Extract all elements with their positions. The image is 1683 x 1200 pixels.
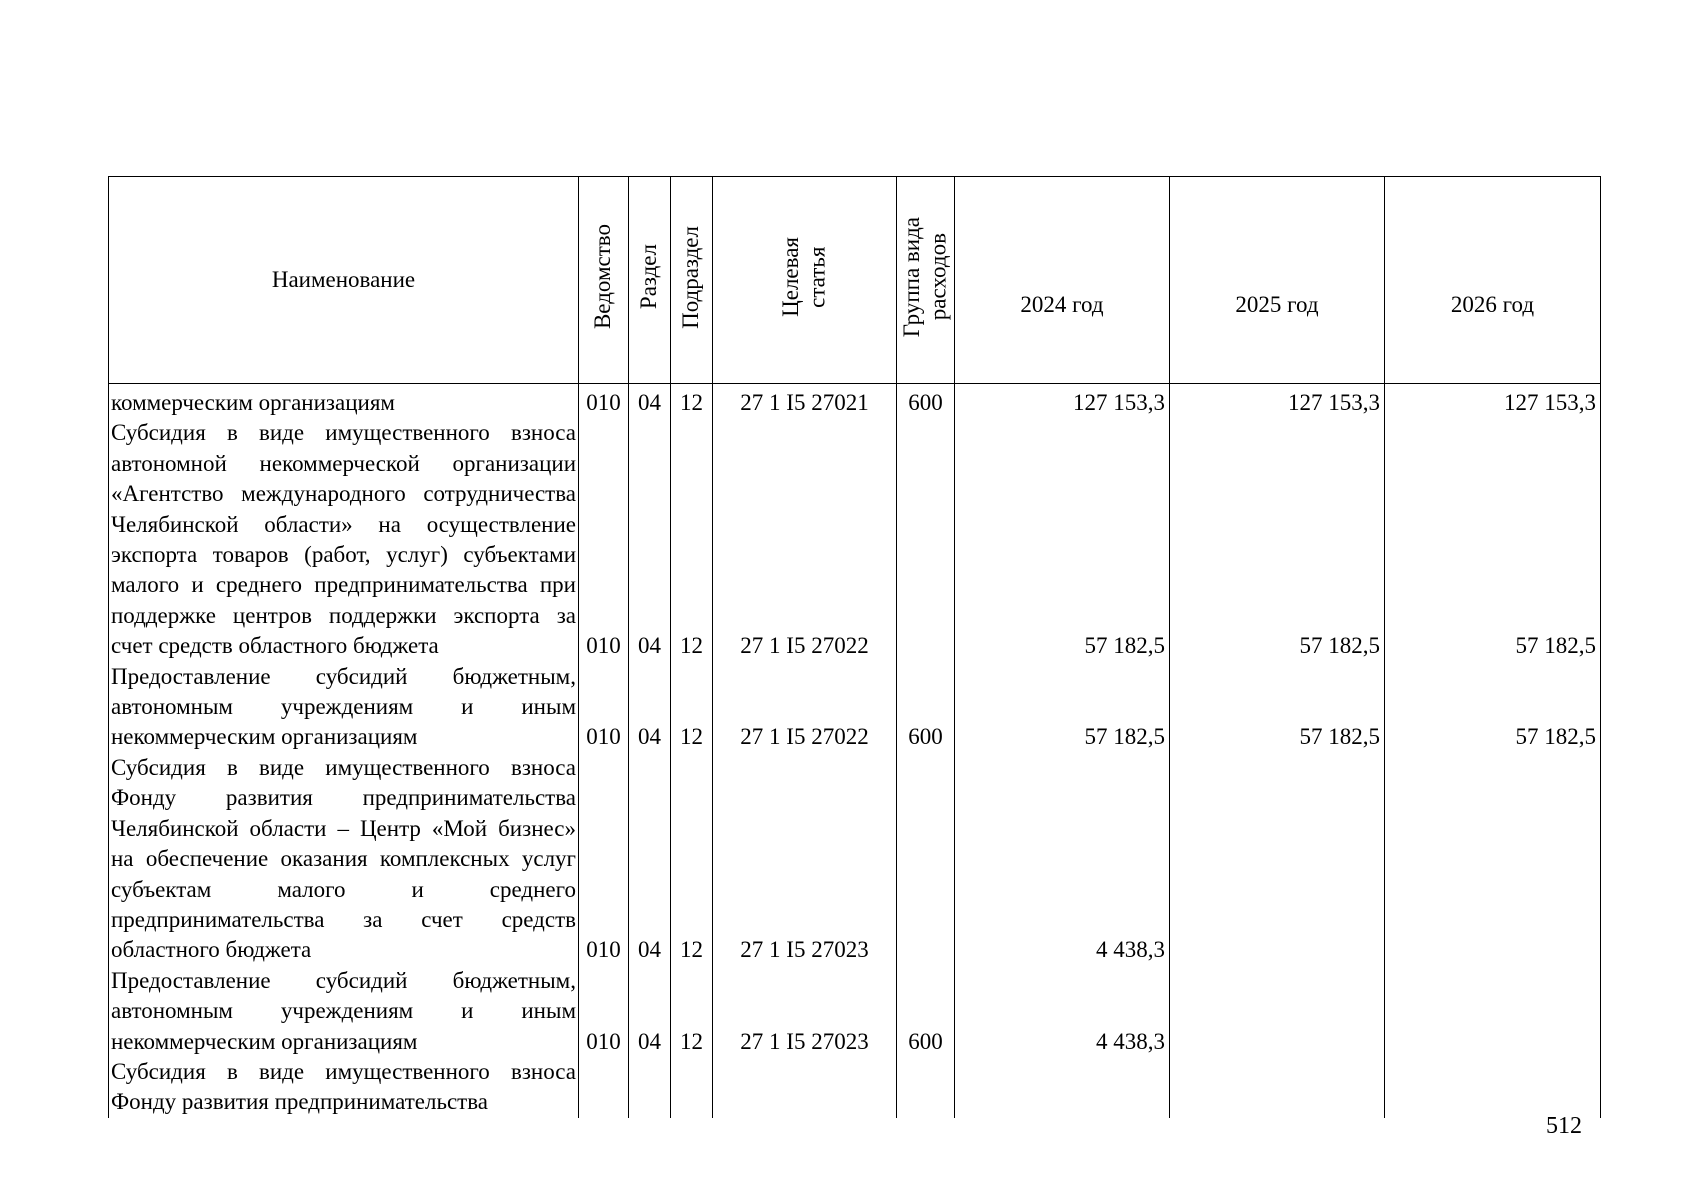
row-name: Субсидия в виде имущественного взноса Фонду развития предпринимательства Челябинской области – Центр «Мой бизнес» на обеспечение оказания комплексных услуг субъектам малого и среднего предпринимательства за счет средств областного бюджета bbox=[109, 753, 579, 966]
row-podrazdel: 12 bbox=[671, 753, 713, 966]
row-podrazdel bbox=[671, 1057, 713, 1118]
table-row bbox=[109, 662, 1601, 753]
row-2025 bbox=[1170, 1057, 1385, 1118]
table-row bbox=[109, 1057, 1601, 1118]
header-gruppa-label bbox=[899, 217, 952, 337]
row-name: Субсидия в виде имущественного взноса Фонду развития предпринимательства bbox=[109, 1057, 579, 1118]
row-celevaya: 27 1 I5 27022 bbox=[713, 418, 897, 661]
row-name: коммерческим организациям bbox=[109, 384, 579, 419]
header-podrazdel bbox=[671, 177, 713, 384]
header-gruppa-line2: расходов bbox=[925, 233, 951, 321]
header-name-label: Наименование bbox=[271, 267, 416, 292]
row-gruppa: 600 bbox=[897, 384, 955, 419]
row-razdel bbox=[629, 1057, 671, 1118]
row-2025: 57 182,5 bbox=[1170, 418, 1385, 661]
header-razdel bbox=[629, 177, 671, 384]
row-vedomstvo: 010 bbox=[579, 966, 629, 1057]
row-podrazdel: 12 bbox=[671, 662, 713, 753]
row-celevaya: 27 1 I5 27021 bbox=[713, 384, 897, 419]
header-gruppa-line1: Группа вида bbox=[899, 216, 925, 338]
row-vedomstvo: 010 bbox=[579, 418, 629, 661]
row-gruppa bbox=[897, 1057, 955, 1118]
row-2024: 4 438,3 bbox=[955, 753, 1170, 966]
table-row bbox=[109, 753, 1601, 966]
row-2024: 57 182,5 bbox=[955, 662, 1170, 753]
row-razdel: 04 bbox=[629, 662, 671, 753]
header-celevaya-line1: Целевая bbox=[778, 237, 804, 317]
table-header-row bbox=[109, 177, 1601, 384]
row-celevaya: 27 1 I5 27022 bbox=[713, 662, 897, 753]
row-2024: 57 182,5 bbox=[955, 418, 1170, 661]
row-podrazdel: 12 bbox=[671, 418, 713, 661]
budget-table bbox=[108, 176, 1601, 1118]
row-2025: 127 153,3 bbox=[1170, 384, 1385, 419]
row-celevaya bbox=[713, 1057, 897, 1118]
row-2026 bbox=[1385, 753, 1601, 966]
row-podrazdel: 12 bbox=[671, 384, 713, 419]
table-row bbox=[109, 384, 1601, 419]
header-razdel-label: Раздел bbox=[636, 244, 662, 310]
row-vedomstvo: 010 bbox=[579, 662, 629, 753]
row-celevaya: 27 1 I5 27023 bbox=[713, 966, 897, 1057]
row-gruppa bbox=[897, 418, 955, 661]
row-gruppa bbox=[897, 753, 955, 966]
row-gruppa: 600 bbox=[897, 662, 955, 753]
row-2026: 57 182,5 bbox=[1385, 418, 1601, 661]
row-2026 bbox=[1385, 1057, 1601, 1118]
row-razdel: 04 bbox=[629, 966, 671, 1057]
row-2025 bbox=[1170, 753, 1385, 966]
row-2024: 4 438,3 bbox=[955, 966, 1170, 1057]
row-celevaya: 27 1 I5 27023 bbox=[713, 753, 897, 966]
row-2026: 57 182,5 bbox=[1385, 662, 1601, 753]
header-2026 bbox=[1385, 177, 1601, 384]
row-vedomstvo: 010 bbox=[579, 753, 629, 966]
header-2025 bbox=[1170, 177, 1385, 384]
row-podrazdel: 12 bbox=[671, 966, 713, 1057]
header-2024-label: 2024 год bbox=[1020, 292, 1104, 317]
row-razdel: 04 bbox=[629, 384, 671, 419]
row-2026 bbox=[1385, 966, 1601, 1057]
row-name: Субсидия в виде имущественного взноса автономной некоммерческой организации «Агентство международного сотрудничества Челябинской области» на осуществление экспорта товаров (работ, услуг) субъектами малого и среднего предпринимательства при поддержке центров поддержки экспорта за счет средств областного бюджета bbox=[109, 418, 579, 661]
row-razdel: 04 bbox=[629, 418, 671, 661]
header-2025-label: 2025 год bbox=[1235, 292, 1319, 317]
row-razdel: 04 bbox=[629, 753, 671, 966]
header-vedomstvo bbox=[579, 177, 629, 384]
row-gruppa: 600 bbox=[897, 966, 955, 1057]
table-row bbox=[109, 418, 1601, 661]
row-vedomstvo bbox=[579, 1057, 629, 1118]
header-celevaya-label bbox=[778, 237, 831, 317]
header-2026-label: 2026 год bbox=[1450, 292, 1535, 317]
row-name: Предоставление субсидий бюджетным, автономным учреждениям и иным некоммерческим организациям bbox=[109, 662, 579, 753]
row-2025 bbox=[1170, 966, 1385, 1057]
header-podrazdel-label: Подраздел bbox=[678, 225, 704, 329]
header-gruppa bbox=[897, 177, 955, 384]
page-number: 512 bbox=[1546, 1113, 1582, 1139]
header-name bbox=[109, 177, 579, 384]
header-2024 bbox=[955, 177, 1170, 384]
row-2026: 127 153,3 bbox=[1385, 384, 1601, 419]
row-name: Предоставление субсидий бюджетным, автономным учреждениям и иным некоммерческим организациям bbox=[109, 966, 579, 1057]
row-2024 bbox=[955, 1057, 1170, 1118]
header-celevaya bbox=[713, 177, 897, 384]
row-2024: 127 153,3 bbox=[955, 384, 1170, 419]
header-vedomstvo-label: Ведомство bbox=[590, 224, 616, 330]
header-celevaya-line2: статья bbox=[804, 246, 830, 308]
row-vedomstvo: 010 bbox=[579, 384, 629, 419]
row-2025: 57 182,5 bbox=[1170, 662, 1385, 753]
table-row bbox=[109, 966, 1601, 1057]
